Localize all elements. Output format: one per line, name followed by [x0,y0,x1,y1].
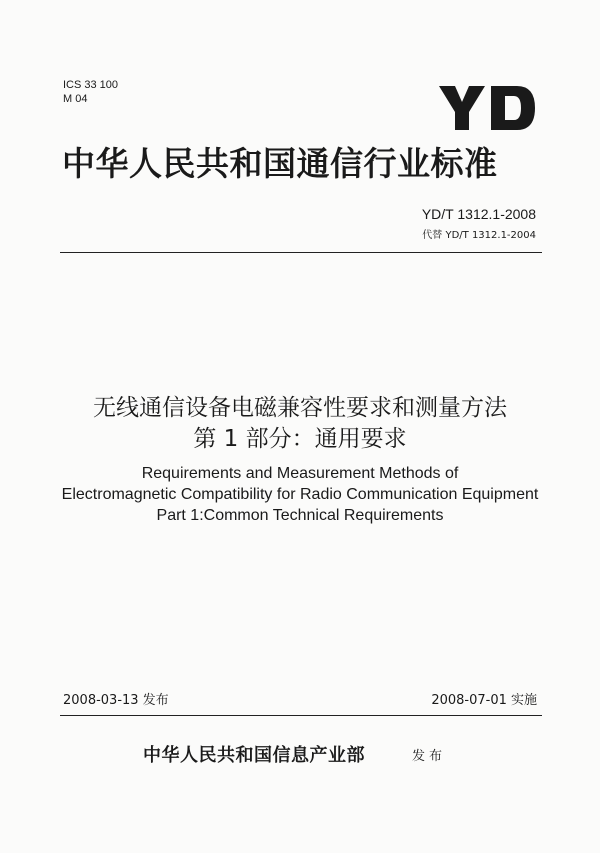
standard-number: YD/T 1312.1-2008 [421,206,536,222]
header-divider [60,252,542,253]
document-title-en-line-2: Electromagnetic Compatibility for Radio Communication Equipment [61,486,539,503]
footer-divider [60,715,542,716]
issue-date: 2008-03-13 发布 [63,693,169,708]
classification-code: M 04 [63,93,88,105]
document-title-cn-line-1: 无线通信设备电磁兼容性要求和测量方法 [93,395,507,421]
ics-code: ICS 33 100 [63,79,119,91]
document-title-en-line-3: Part 1:Common Technical Requirements [156,507,444,524]
document-title-en-line-1: Requirements and Measurement Methods of [141,465,459,482]
replaced-standard: 代替 YD/T 1312.1-2004 [422,230,536,241]
yd-logo [437,84,537,132]
issuing-authority: 中华人民共和国信息产业部 [143,745,365,766]
document-title-cn-line-2: 第 1 部分：通用要求 [193,426,407,452]
standard-category-title: 中华人民共和国通信行业标准 [62,144,498,183]
implementation-date: 2008-07-01 实施 [431,693,537,708]
issue-label: 发布 [412,749,447,764]
